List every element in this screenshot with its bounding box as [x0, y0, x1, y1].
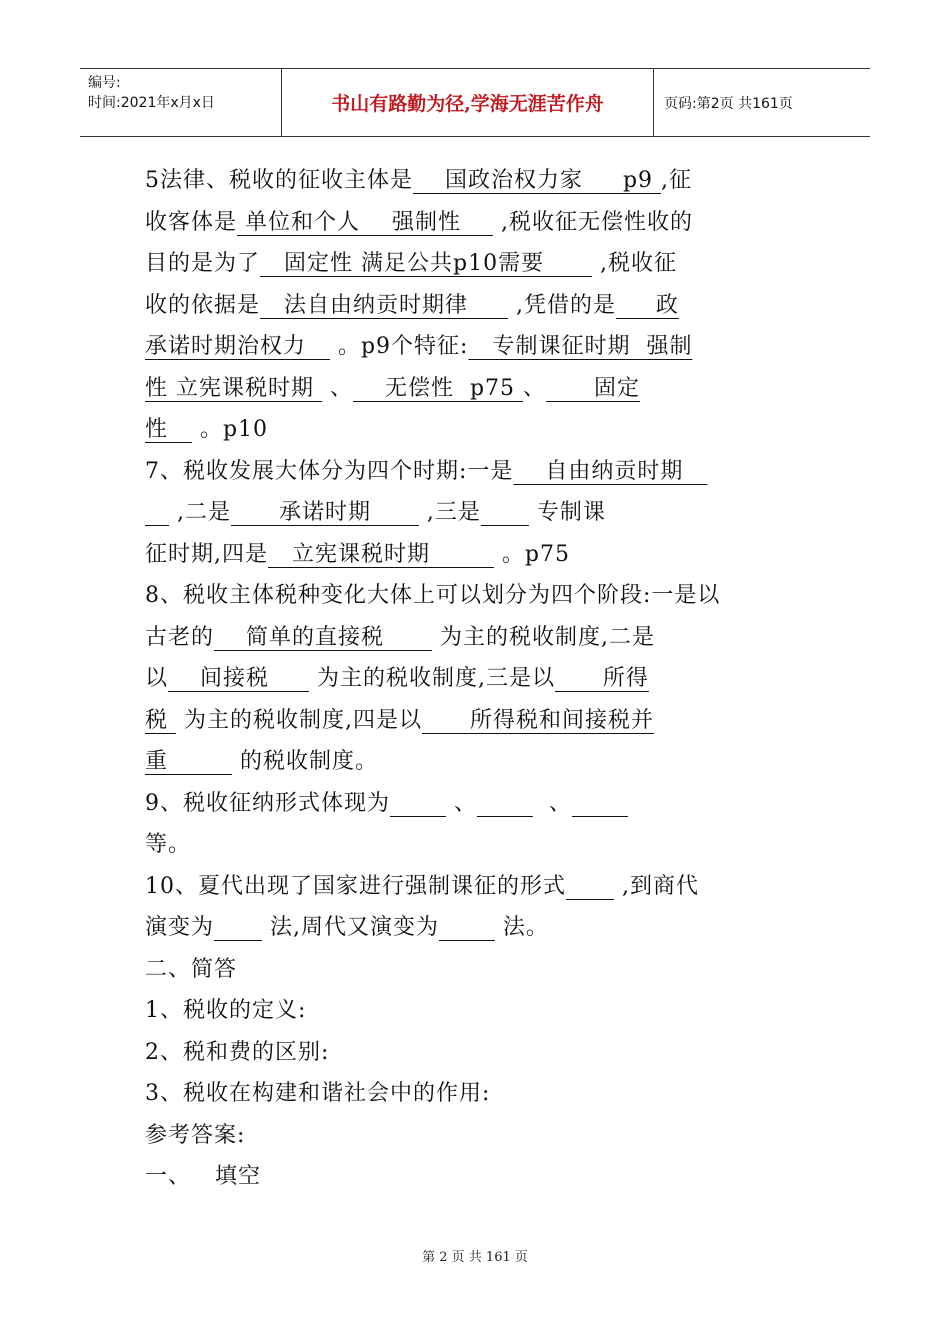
text-line [145, 824, 805, 866]
underlined-answer: 重 [145, 749, 232, 774]
page-header [80, 68, 870, 137]
text-line [145, 990, 805, 1032]
text-line [145, 783, 805, 825]
text-segment: 等。 [145, 832, 192, 857]
text-line [145, 1156, 805, 1198]
underlined-answer: 单位和个人 强制性 [237, 209, 493, 235]
text-segment: ,三是 [418, 500, 481, 525]
text-segment: ,税收征无偿性收的 [492, 209, 693, 235]
text-line [145, 1032, 805, 1074]
text-segment: 的税收制度。 [231, 749, 378, 774]
text-segment: 古老的 [145, 624, 215, 650]
text-line [145, 202, 805, 244]
underlined-answer [572, 791, 628, 816]
underlined-answer [566, 874, 614, 899]
text-segment: 、 [322, 375, 353, 401]
text-line [145, 409, 805, 451]
text-segment: 。p75 [493, 541, 571, 567]
underlined-answer: 无偿性 p75 [353, 375, 524, 401]
text-segment: 7、税收发展大体分为四个时期:一是 [145, 458, 514, 484]
text-segment: 9、税收征纳形式体现为 [145, 790, 390, 816]
text-segment: 一、 填空 [145, 1164, 261, 1189]
underlined-answer: 固定性 满足公共p10需要 [260, 251, 593, 276]
text-line [145, 368, 805, 410]
text-segment: ,税收征 [592, 251, 678, 276]
underlined-answer: 税 [145, 707, 176, 733]
underlined-answer: 性 [145, 417, 192, 442]
underlined-answer: 政 [615, 292, 679, 318]
text-segment: 1、税收的定义: [145, 998, 307, 1023]
text-line [145, 949, 805, 991]
text-segment: 法,周代又演变为 [261, 915, 439, 940]
page-footer: 第 2 页 共 161 页 [422, 1250, 528, 1265]
underlined-answer: 固定 [546, 375, 641, 401]
text-segment: ,到商代 [613, 873, 699, 899]
text-line [145, 700, 805, 742]
header-motto: 书山有路勤为径,学海无涯苦作舟 [282, 69, 654, 136]
text-segment: 2、税和费的区别: [145, 1039, 330, 1065]
text-segment: ,二是 [168, 500, 231, 525]
text-segment: 3、税收在构建和谐社会中的作用: [145, 1081, 491, 1106]
underlined-answer: 所得税和间接税并 [422, 707, 654, 733]
text-segment: 法。 [494, 915, 549, 940]
underlined-answer: 国政治权力家 p9 [413, 168, 662, 193]
text-segment: 演变为 [145, 915, 215, 940]
text-segment: 参考答案: [145, 1122, 246, 1148]
underlined-answer: 性 立宪课税时期 [145, 375, 322, 401]
text-segment: 10、夏代出现了国家进行强制课征的形式 [145, 873, 566, 899]
text-line [145, 326, 805, 368]
text-segment: 、 [532, 790, 572, 816]
text-segment: 为主的税收制度,四是以 [176, 707, 422, 733]
text-line [145, 243, 805, 285]
underlined-answer [214, 915, 262, 940]
text-segment: 征时期,四是 [145, 541, 268, 567]
text-segment: ,凭借的是 [507, 292, 616, 318]
text-line [145, 741, 805, 783]
underlined-answer [145, 500, 169, 525]
document-body [145, 160, 805, 1198]
underlined-answer: 承诺时期 [230, 500, 419, 525]
text-segment: 以 [145, 666, 169, 691]
text-line [145, 451, 805, 493]
text-line [145, 1115, 805, 1157]
text-line [145, 575, 805, 617]
text-line [145, 160, 805, 202]
header-page-code: 页码:第2页 共161页 [664, 95, 793, 112]
underlined-answer [390, 791, 446, 816]
underlined-answer: 法自由纳贡时期律 [260, 292, 508, 318]
text-segment: 、 [523, 375, 547, 401]
text-segment: 收客体是 [145, 209, 238, 235]
underlined-answer [439, 915, 495, 940]
underlined-answer: 所得 [554, 666, 649, 691]
time-label: 时间:2021年x月x日 [88, 95, 215, 111]
underlined-answer: 间接税 [168, 666, 309, 691]
text-segment: 8、税收主体税种变化大体上可以划分为四个阶段:一是以 [145, 583, 721, 608]
underlined-answer: 简单的直接税 [214, 624, 432, 650]
text-segment: 专制课 [528, 500, 606, 525]
text-line [145, 1073, 805, 1115]
text-segment: 、 [445, 790, 477, 816]
underlined-answer [477, 791, 533, 816]
text-segment: 。p10 [191, 417, 269, 442]
header-info-cell [80, 69, 282, 136]
text-line [145, 492, 805, 534]
text-segment: 。p9个特征: [329, 334, 469, 359]
text-line [145, 617, 805, 659]
underlined-answer: 承诺时期治权力 [145, 334, 330, 359]
underlined-answer: 自由纳贡时期 [513, 458, 708, 484]
text-line [145, 285, 805, 327]
text-line [145, 907, 805, 949]
text-segment: 为主的税收制度,三是以 [308, 666, 555, 691]
text-line [145, 866, 805, 908]
text-segment: 为主的税收制度,二是 [431, 624, 655, 650]
number-label: 编号: [88, 75, 121, 91]
text-segment: 二、简答 [145, 956, 238, 982]
underlined-answer: 专制课征时期 强制 [468, 334, 693, 359]
text-segment: ,征 [661, 168, 693, 193]
underlined-answer [481, 500, 529, 525]
text-segment: 收的依据是 [145, 292, 261, 318]
text-line [145, 534, 805, 576]
text-segment: 5法律、税收的征收主体是 [145, 168, 413, 193]
underlined-answer: 立宪课税时期 [268, 541, 494, 567]
text-line [145, 658, 805, 700]
text-segment: 目的是为了 [145, 251, 261, 276]
